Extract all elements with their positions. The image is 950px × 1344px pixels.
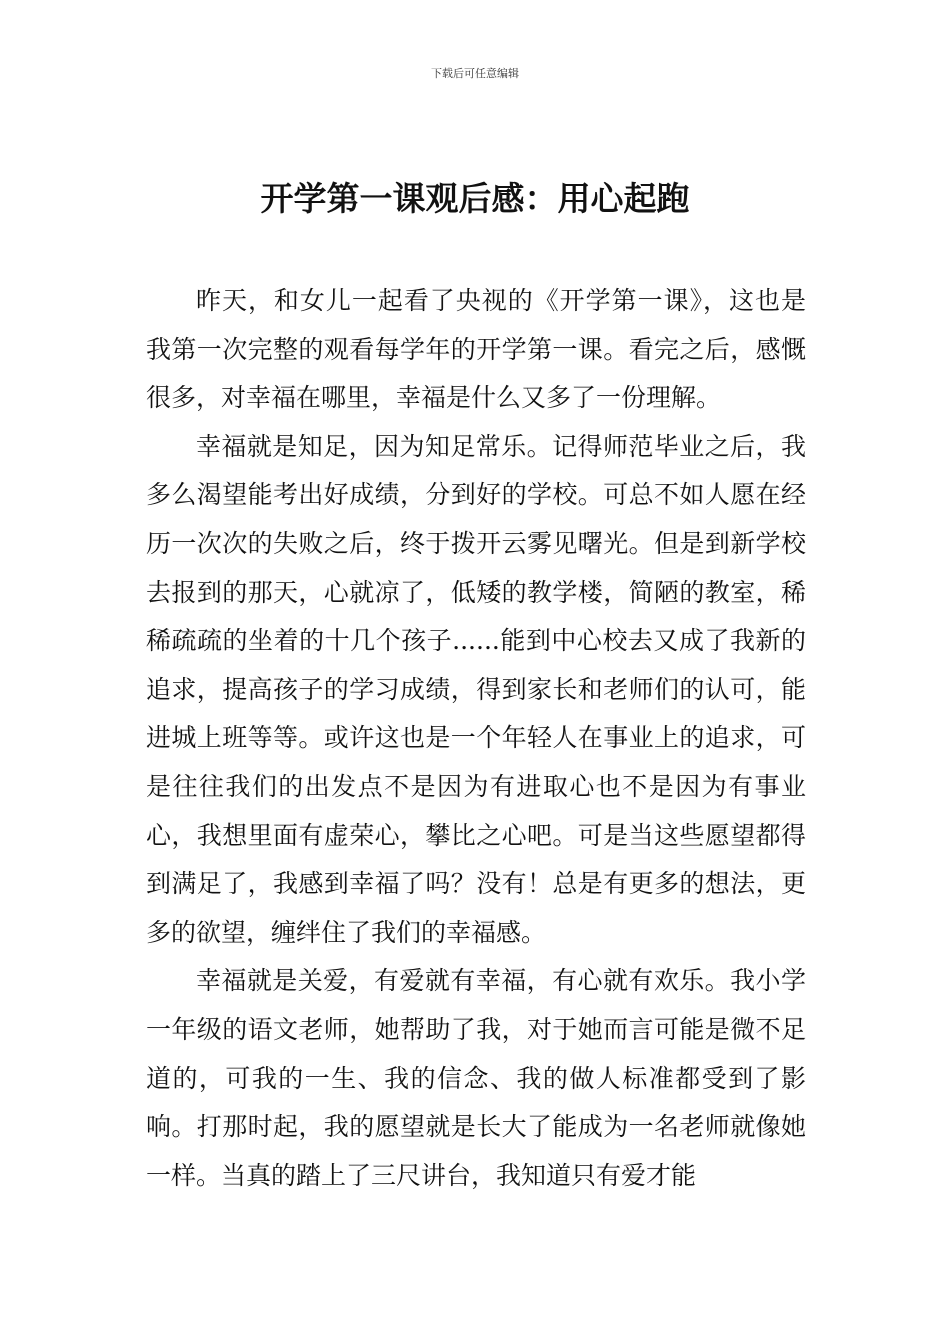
header-note: 下载后可任意编辑 <box>431 67 519 80</box>
document-title: 开学第一课观后感：用心起跑 <box>260 179 690 218</box>
paragraph-3: 幸福就是关爱，有爱就有幸福，有心就有欢乐。我小学一年级的语文老师，她帮助了我，对于她而言可能是微不足道的，可我的一生、我的信念、我的做人标准都受到了影响。打那时起，我的愿望就是长大了能成为一名老师就像她一样。当真的踏上了三尺讲台，我知道只有爱才能 <box>146 966 806 1190</box>
paragraph-2: 幸福就是知足，因为知足常乐。记得师范毕业之后，我多么渴望能考出好成绩，分到好的学校。可总不如人愿在经历一次次的失败之后，终于拨开云雾见曙光。但是到新学校去报到的那天，心就凉了，低矮的教学楼，简陋的教室，稀稀疏疏的坐着的十几个孩子......能到中心校去又成了我新的追求，提高孩子的学习成绩，得到家长和老师们的认可，能进城上班等等。或许这也是一个年轻人在事业上的追求，可是往往我们的出发点不是因为有进取心也不是因为有事业心，我想里面有虚荣心，攀比之心吧。可是当这些愿望都得到满足了，我感到幸福了吗？没有！总是有更多的想法，更多的欲望，缠绊住了我们的幸福感。 <box>146 431 806 947</box>
document-body <box>146 277 806 1200</box>
paragraph-1: 昨天，和女儿一起看了央视的《开学第一课》，这也是我第一次完整的观看每学年的开学第一课。看完之后，感慨很多，对幸福在哪里，幸福是什么又多了一份理解。 <box>146 286 806 413</box>
